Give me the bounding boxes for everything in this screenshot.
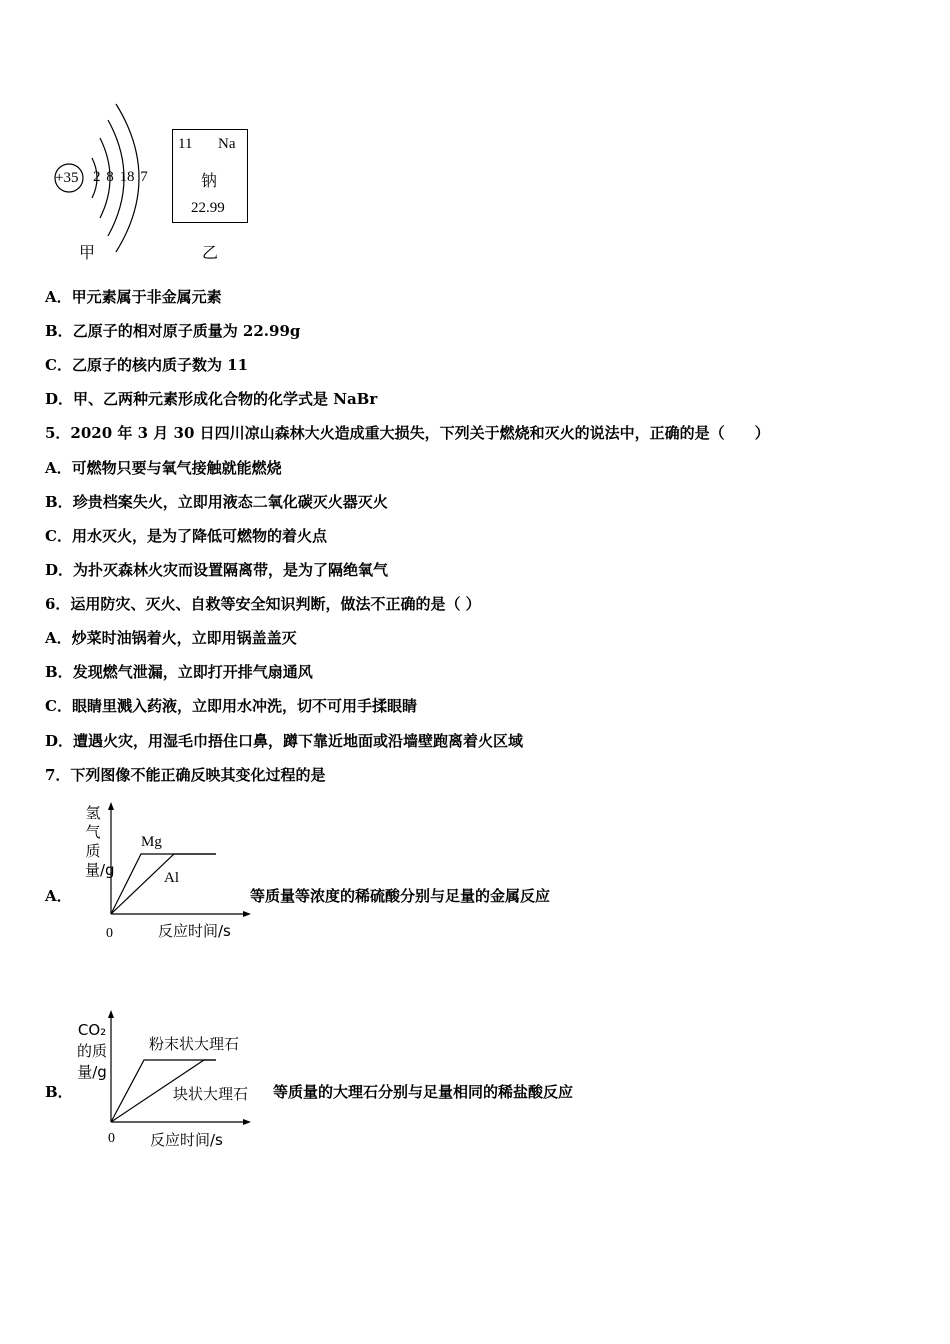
option-letter: A． [45, 629, 72, 647]
chart-b-line-powder [111, 1060, 216, 1122]
chart-b-y-arrow [108, 1010, 114, 1018]
option-text: 用水灭火，是为了降低可燃物的着火点 [71, 527, 327, 545]
option-text: 发现燃气泄漏，立即打开排气扇通风 [72, 663, 313, 681]
q7-stem: 7．下列图像不能正确反映其变化过程的是 [45, 766, 326, 784]
q5-option-d [45, 559, 388, 580]
q4-option-d [45, 388, 377, 409]
q6-stem: 6．运用防灾、灭火、自救等安全知识判断，做法不正确的是（ ） [45, 595, 481, 613]
option-letter: C． [45, 356, 72, 374]
chart-a-line-mg [111, 854, 216, 914]
option-letter: D． [45, 561, 74, 579]
chart-a-ylabel: 氢气质量/g [85, 804, 115, 879]
q4-option-a [45, 286, 222, 307]
option-text: 炒菜时油锅着火，立即用锅盖盖灭 [71, 629, 297, 647]
chart-a-xlabel: 反应时间/s [158, 922, 231, 940]
option-letter: D． [45, 390, 74, 408]
element-symbol: Na [218, 136, 236, 152]
element-name: 钠 [201, 171, 218, 190]
option-text: 可燃物只要与氧气接触就能燃烧 [71, 459, 282, 477]
q5-option-a [45, 457, 282, 478]
chart-a-x-arrow [243, 911, 251, 917]
option-letter: D． [45, 732, 74, 750]
electron-config: 2 8 18 7 [93, 169, 148, 185]
option-letter: B． [45, 322, 73, 340]
option-letter: B． [45, 663, 73, 681]
q6-option-d [45, 730, 523, 751]
q6-option-b [45, 661, 313, 682]
option-text: 为扑灭森林火灾而设置隔离带，是为了隔绝氧气 [73, 561, 389, 579]
chart-b-letter: B． [45, 1083, 73, 1101]
option-letter: C． [45, 527, 72, 545]
q5-stem: 5．2020 年 3 月 30 日四川凉山森林大火造成重大损失，下列关于燃烧和灭火的说法中，正确的是（ ） [45, 424, 770, 442]
nucleus-charge: +35 [55, 170, 79, 186]
option-text: 遭遇火灾，用湿毛巾捂住口鼻，蹲下靠近地面或沿墙壁跑离着火区域 [73, 732, 524, 750]
q5-option-b [45, 491, 388, 512]
label-yi: 乙 [202, 243, 219, 262]
q6-option-c [45, 695, 417, 716]
chart-a-origin: 0 [106, 926, 113, 941]
chart-a-plot [105, 800, 275, 930]
chart-b-origin: 0 [108, 1131, 115, 1146]
q5-option-c [45, 525, 327, 546]
chart-b-xlabel: 反应时间/s [150, 1131, 223, 1149]
q7-chart-b-block [45, 1002, 665, 1152]
chart-b-plot [105, 1002, 275, 1132]
chart-b-ylabel: CO₂的质量/g [76, 1021, 107, 1081]
chart-a-series-label-al: Al [164, 870, 179, 886]
element-tile [172, 129, 248, 223]
chart-b-series-label-powder: 粉末状大理石 [149, 1035, 240, 1053]
chart-b-line-block [111, 1060, 216, 1122]
atomic-number: 11 [178, 136, 193, 152]
option-letter: A． [45, 288, 72, 306]
option-text: 乙原子的核内质子数为 11 [71, 356, 249, 374]
q7-chart-a-block [45, 800, 645, 950]
option-letter: C． [45, 697, 72, 715]
chart-a-series-label-mg: Mg [141, 834, 162, 850]
chart-b-caption: 等质量的大理石分别与足量相同的稀盐酸反应 [273, 1083, 574, 1101]
q6-option-a [45, 627, 297, 648]
atomic-mass: 22.99 [191, 200, 225, 216]
chart-b-x-arrow [243, 1119, 251, 1125]
option-letter: A． [45, 459, 72, 477]
chart-a-y-arrow [108, 802, 114, 810]
option-letter: B． [45, 493, 73, 511]
q4-option-c [45, 354, 248, 375]
option-text: 珍贵档案失火，立即用液态二氧化碳灭火器灭火 [72, 493, 388, 511]
q4-option-b [45, 320, 300, 341]
option-text: 甲元素属于非金属元素 [71, 288, 222, 306]
option-text: 甲、乙两种元素形成化合物的化学式是 NaBr [73, 390, 378, 408]
label-jia: 甲 [79, 243, 96, 262]
option-text: 乙原子的相对原子质量为 22.99g [72, 322, 301, 340]
chart-a-letter: A． [45, 887, 72, 905]
option-text: 眼睛里溅入药液，立即用水冲洗，切不可用手揉眼睛 [71, 697, 417, 715]
chart-a-caption: 等质量等浓度的稀硫酸分别与足量的金属反应 [250, 887, 551, 905]
chart-a-line-al [111, 854, 216, 914]
chart-b-series-label-block: 块状大理石 [173, 1085, 249, 1103]
